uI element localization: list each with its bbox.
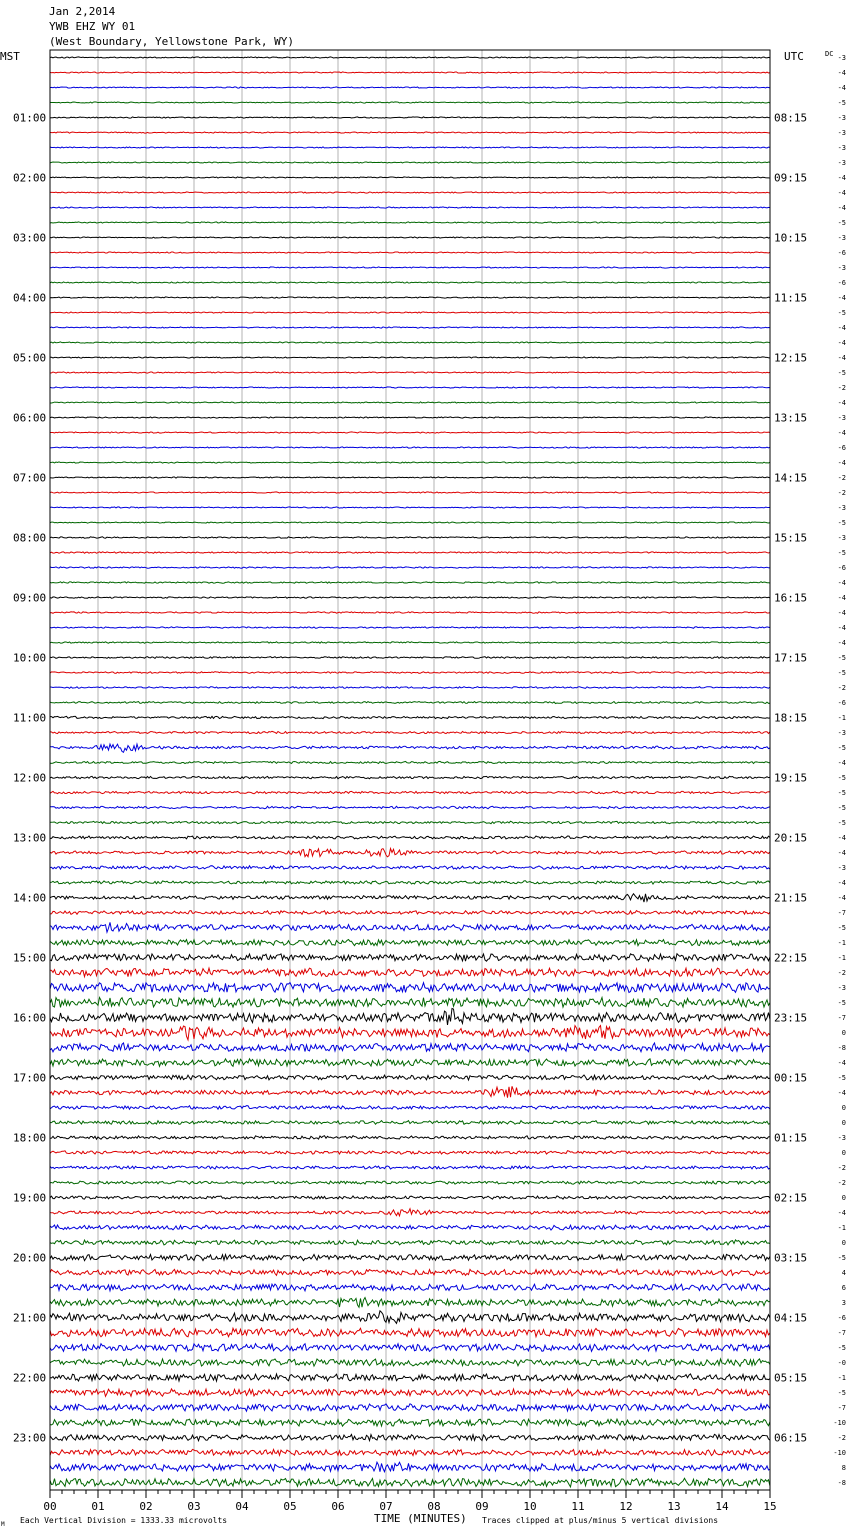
- mst-label-01:00: 01:00: [13, 111, 47, 125]
- utc-label-22:15: 22:15: [774, 951, 808, 965]
- mst-label-23:00: 23:00: [13, 1431, 47, 1445]
- trace-row-37: [50, 612, 770, 613]
- trace-row-27: [50, 462, 770, 463]
- x-tick-label-04: 04: [235, 1500, 249, 1513]
- trace-row-77: [50, 1209, 770, 1216]
- trace-row-31: [50, 522, 770, 523]
- dc-label: DC: [825, 50, 834, 58]
- trace-row-91: [50, 1419, 770, 1426]
- trace-row-10: [50, 207, 770, 208]
- dc-offset-row-9: -4: [837, 189, 846, 197]
- mst-label-16:00: 16:00: [13, 1011, 47, 1025]
- x-axis-title: TIME (MINUTES): [374, 1512, 467, 1525]
- scale-note: Each Vertical Division = 1333.33 microvolts: [20, 1516, 228, 1525]
- trace-row-59: [50, 940, 770, 946]
- mst-label-22:00: 22:00: [13, 1371, 47, 1385]
- trace-row-48: [50, 776, 770, 778]
- mst-label-09:00: 09:00: [13, 591, 47, 605]
- dc-offset-row-73: 0: [841, 1149, 846, 1157]
- trace-row-0: [50, 57, 770, 58]
- dc-offset-labels: [833, 54, 846, 1487]
- trace-row-85: [50, 1328, 770, 1337]
- trace-row-18: [50, 327, 770, 328]
- dc-offset-row-29: -2: [837, 489, 846, 497]
- trace-row-84: [50, 1311, 770, 1324]
- dc-offset-row-79: 0: [841, 1239, 846, 1247]
- dc-offset-row-38: -4: [837, 624, 846, 632]
- trace-row-34: [50, 567, 770, 568]
- dc-offset-row-3: -5: [837, 99, 846, 107]
- right-axis-label: UTC: [784, 50, 804, 63]
- mst-label-10:00: 10:00: [13, 651, 47, 665]
- trace-row-41: [50, 672, 770, 674]
- dc-offset-row-11: -5: [837, 219, 846, 227]
- trace-row-2: [50, 87, 770, 88]
- dc-offset-row-95: -8: [837, 1479, 846, 1487]
- utc-label-17:15: 17:15: [774, 651, 808, 665]
- trace-row-43: [50, 702, 770, 704]
- x-tick-label-03: 03: [187, 1500, 201, 1513]
- utc-label-20:15: 20:15: [774, 831, 808, 845]
- chart-station: YWB EHZ WY 01: [49, 20, 136, 33]
- dc-offset-row-17: -5: [837, 309, 846, 317]
- dc-offset-row-50: -5: [837, 804, 846, 812]
- utc-label-13:15: 13:15: [774, 411, 808, 425]
- dc-offset-row-8: -4: [837, 174, 846, 182]
- trace-row-65: [50, 1026, 770, 1040]
- trace-row-66: [50, 1043, 770, 1052]
- trace-row-72: [50, 1136, 770, 1139]
- trace-row-15: [50, 282, 770, 283]
- mst-label-05:00: 05:00: [13, 351, 47, 365]
- utc-label-14:15: 14:15: [774, 471, 808, 485]
- dc-offset-row-57: -7: [837, 909, 846, 917]
- trace-row-44: [50, 716, 770, 718]
- trace-row-58: [50, 922, 770, 932]
- x-tick-label-15: 15: [763, 1500, 777, 1513]
- trace-row-49: [50, 791, 770, 794]
- trace-row-89: [50, 1389, 770, 1396]
- trace-row-42: [50, 687, 770, 689]
- dc-offset-row-86: -5: [837, 1344, 846, 1352]
- dc-offset-row-74: -2: [837, 1164, 846, 1172]
- mst-label-12:00: 12:00: [13, 771, 47, 785]
- dc-offset-row-64: -7: [837, 1014, 846, 1022]
- dc-offset-row-94: 8: [841, 1464, 846, 1472]
- x-tick-label-13: 13: [667, 1500, 681, 1513]
- trace-row-30: [50, 507, 770, 508]
- mst-label-13:00: 13:00: [13, 831, 47, 845]
- trace-row-93: [50, 1449, 770, 1455]
- trace-row-40: [50, 657, 770, 659]
- x-axis: [43, 1490, 776, 1513]
- dc-offset-row-78: -1: [837, 1224, 846, 1232]
- trace-row-53: [50, 849, 770, 857]
- trace-row-83: [50, 1298, 770, 1308]
- trace-row-28: [50, 477, 770, 478]
- dc-offset-row-42: -2: [837, 684, 846, 692]
- trace-row-73: [50, 1151, 770, 1154]
- utc-label-04:15: 04:15: [774, 1311, 808, 1325]
- chart-location: (West Boundary, Yellowstone Park, WY): [49, 35, 295, 48]
- dc-offset-row-61: -2: [837, 969, 846, 977]
- trace-row-70: [50, 1106, 770, 1110]
- trace-row-9: [50, 192, 770, 193]
- dc-offset-row-68: -5: [837, 1074, 846, 1082]
- trace-row-12: [50, 237, 770, 238]
- trace-row-74: [50, 1166, 770, 1169]
- dc-offset-row-69: -4: [837, 1089, 846, 1097]
- dc-offset-row-32: -3: [837, 534, 846, 542]
- trace-row-46: [50, 744, 770, 752]
- dc-offset-row-84: -6: [837, 1314, 846, 1322]
- dc-offset-row-26: -6: [837, 444, 846, 452]
- dc-offset-row-43: -6: [837, 699, 846, 707]
- dc-offset-row-1: -4: [837, 69, 846, 77]
- trace-row-24: [50, 417, 770, 418]
- trace-row-26: [50, 447, 770, 448]
- trace-row-80: [50, 1254, 770, 1260]
- trace-row-82: [50, 1284, 770, 1291]
- chart-date: Jan 2,2014: [49, 5, 116, 18]
- dc-offset-row-82: 6: [841, 1284, 846, 1292]
- dc-offset-row-47: -4: [837, 759, 846, 767]
- utc-label-18:15: 18:15: [774, 711, 808, 725]
- trace-row-67: [50, 1059, 770, 1066]
- dc-offset-row-31: -5: [837, 519, 846, 527]
- trace-row-8: [50, 177, 770, 178]
- utc-label-06:15: 06:15: [774, 1431, 808, 1445]
- dc-offset-row-30: -3: [837, 504, 846, 512]
- mst-label-11:00: 11:00: [13, 711, 47, 725]
- trace-row-16: [50, 297, 770, 298]
- utc-label-19:15: 19:15: [774, 771, 808, 785]
- trace-row-95: [50, 1478, 770, 1487]
- utc-label-08:15: 08:15: [774, 111, 808, 125]
- dc-offset-row-2: -4: [837, 84, 846, 92]
- dc-offset-row-71: 0: [841, 1119, 846, 1127]
- x-tick-label-09: 09: [475, 1500, 489, 1513]
- dc-offset-row-66: -8: [837, 1044, 846, 1052]
- dc-offset-row-18: -4: [837, 324, 846, 332]
- dc-offset-row-12: -3: [837, 234, 846, 242]
- dc-offset-row-4: -3: [837, 114, 846, 122]
- mst-label-07:00: 07:00: [13, 471, 47, 485]
- dc-offset-row-41: -5: [837, 669, 846, 677]
- dc-offset-row-52: -4: [837, 834, 846, 842]
- utc-label-23:15: 23:15: [774, 1011, 808, 1025]
- mst-label-19:00: 19:00: [13, 1191, 47, 1205]
- dc-offset-row-25: -4: [837, 429, 846, 437]
- dc-offset-row-48: -5: [837, 774, 846, 782]
- dc-offset-row-0: -3: [837, 54, 846, 62]
- dc-offset-row-45: -3: [837, 729, 846, 737]
- left-axis-label: MST: [0, 50, 20, 63]
- mst-label-18:00: 18:00: [13, 1131, 47, 1145]
- utc-label-15:15: 15:15: [774, 531, 808, 545]
- trace-row-62: [50, 983, 770, 993]
- utc-label-02:15: 02:15: [774, 1191, 808, 1205]
- x-tick-label-00: 00: [43, 1500, 57, 1513]
- dc-offset-row-35: -4: [837, 579, 846, 587]
- dc-offset-row-93: -10: [833, 1449, 846, 1457]
- mst-label-20:00: 20:00: [13, 1251, 47, 1265]
- utc-label-12:15: 12:15: [774, 351, 808, 365]
- dc-offset-row-40: -5: [837, 654, 846, 662]
- mst-label-06:00: 06:00: [13, 411, 47, 425]
- dc-offset-row-15: -6: [837, 279, 846, 287]
- trace-row-5: [50, 132, 770, 133]
- dc-offset-row-76: 0: [841, 1194, 846, 1202]
- trace-row-3: [50, 102, 770, 103]
- trace-row-71: [50, 1121, 770, 1125]
- dc-offset-row-87: -0: [837, 1359, 846, 1367]
- dc-offset-row-72: -3: [837, 1134, 846, 1142]
- dc-offset-row-28: -2: [837, 474, 846, 482]
- dc-offset-row-54: -3: [837, 864, 846, 872]
- x-tick-label-02: 02: [139, 1500, 153, 1513]
- trace-row-29: [50, 492, 770, 493]
- mst-label-03:00: 03:00: [13, 231, 47, 245]
- dc-offset-row-5: -3: [837, 129, 846, 137]
- corner-mark: M: [1, 1521, 5, 1528]
- trace-row-11: [50, 222, 770, 223]
- trace-row-35: [50, 582, 770, 584]
- x-tick-label-08: 08: [427, 1500, 441, 1513]
- dc-offset-row-23: -4: [837, 399, 846, 407]
- trace-row-20: [50, 357, 770, 358]
- trace-row-36: [50, 597, 770, 598]
- trace-row-4: [50, 117, 770, 118]
- trace-row-56: [50, 894, 770, 902]
- mst-label-08:00: 08:00: [13, 531, 47, 545]
- dc-offset-row-44: -1: [837, 714, 846, 722]
- trace-row-21: [50, 372, 770, 373]
- trace-row-50: [50, 806, 770, 808]
- dc-offset-row-59: -1: [837, 939, 846, 947]
- dc-offset-row-16: -4: [837, 294, 846, 302]
- dc-offset-row-75: -2: [837, 1179, 846, 1187]
- trace-row-68: [50, 1075, 770, 1080]
- dc-offset-row-34: -6: [837, 564, 846, 572]
- dc-offset-row-58: -5: [837, 924, 846, 932]
- trace-row-19: [50, 342, 770, 343]
- trace-row-22: [50, 387, 770, 388]
- trace-row-55: [50, 881, 770, 884]
- mst-label-04:00: 04:00: [13, 291, 47, 305]
- utc-label-09:15: 09:15: [774, 171, 808, 185]
- dc-offset-row-19: -4: [837, 339, 846, 347]
- dc-offset-row-56: -4: [837, 894, 846, 902]
- dc-offset-row-89: -5: [837, 1389, 846, 1397]
- trace-row-75: [50, 1181, 770, 1184]
- dc-offset-row-7: -3: [837, 159, 846, 167]
- trace-row-87: [50, 1359, 770, 1366]
- dc-offset-row-67: -4: [837, 1059, 846, 1067]
- mst-hour-labels: [13, 112, 46, 1445]
- dc-offset-row-39: -4: [837, 639, 846, 647]
- dc-offset-row-83: 3: [841, 1299, 846, 1307]
- dc-offset-row-33: -5: [837, 549, 846, 557]
- trace-row-69: [50, 1086, 770, 1097]
- dc-offset-row-81: 4: [841, 1269, 846, 1277]
- dc-offset-row-36: -4: [837, 594, 846, 602]
- dc-offset-row-90: -7: [837, 1404, 846, 1412]
- dc-offset-row-22: -2: [837, 384, 846, 392]
- utc-label-00:15: 00:15: [774, 1071, 808, 1085]
- trace-row-45: [50, 731, 770, 733]
- dc-offset-row-51: -5: [837, 819, 846, 827]
- trace-row-63: [50, 997, 770, 1007]
- x-tick-label-07: 07: [379, 1500, 393, 1513]
- dc-offset-row-92: -2: [837, 1434, 846, 1442]
- x-tick-label-14: 14: [715, 1500, 729, 1513]
- dc-offset-row-53: -4: [837, 849, 846, 857]
- trace-row-88: [50, 1374, 770, 1381]
- mst-label-02:00: 02:00: [13, 171, 47, 185]
- dc-offset-row-60: -1: [837, 954, 846, 962]
- trace-row-14: [50, 267, 770, 268]
- dc-offset-row-62: -3: [837, 984, 846, 992]
- trace-row-76: [50, 1196, 770, 1199]
- seismic-traces: [50, 57, 770, 1487]
- utc-label-11:15: 11:15: [774, 291, 808, 305]
- trace-row-51: [50, 821, 770, 823]
- trace-row-78: [50, 1225, 770, 1230]
- dc-offset-row-6: -3: [837, 144, 846, 152]
- x-tick-label-05: 05: [283, 1500, 297, 1513]
- trace-row-23: [50, 402, 770, 403]
- dc-offset-row-13: -6: [837, 249, 846, 257]
- x-tick-label-10: 10: [523, 1500, 537, 1513]
- utc-label-05:15: 05:15: [774, 1371, 808, 1385]
- trace-row-54: [50, 866, 770, 870]
- trace-row-57: [50, 911, 770, 915]
- trace-row-90: [50, 1404, 770, 1411]
- dc-offset-row-85: -7: [837, 1329, 846, 1337]
- trace-row-39: [50, 642, 770, 643]
- utc-hour-labels: [774, 112, 807, 1445]
- mst-label-17:00: 17:00: [13, 1071, 47, 1085]
- clip-note: Traces clipped at plus/minus 5 vertical divisions: [482, 1516, 719, 1525]
- trace-row-64: [50, 1008, 770, 1025]
- dc-offset-row-20: -4: [837, 354, 846, 362]
- trace-row-86: [50, 1344, 770, 1352]
- dc-offset-row-88: -1: [837, 1374, 846, 1382]
- trace-row-7: [50, 162, 770, 163]
- trace-row-94: [50, 1462, 770, 1472]
- dc-offset-row-63: -5: [837, 999, 846, 1007]
- dc-offset-row-24: -3: [837, 414, 846, 422]
- dc-offset-row-21: -5: [837, 369, 846, 377]
- trace-row-25: [50, 432, 770, 433]
- dc-offset-row-14: -3: [837, 264, 846, 272]
- dc-offset-row-80: -5: [837, 1254, 846, 1262]
- mst-label-14:00: 14:00: [13, 891, 47, 905]
- x-tick-label-01: 01: [91, 1500, 105, 1513]
- dc-offset-row-46: -5: [837, 744, 846, 752]
- trace-row-47: [50, 761, 770, 763]
- dc-offset-row-91: -10: [833, 1419, 846, 1427]
- trace-row-1: [50, 72, 770, 73]
- x-tick-label-12: 12: [619, 1500, 633, 1513]
- dc-offset-row-27: -4: [837, 459, 846, 467]
- utc-label-01:15: 01:15: [774, 1131, 808, 1145]
- dc-offset-row-49: -5: [837, 789, 846, 797]
- utc-label-03:15: 03:15: [774, 1251, 808, 1265]
- mst-label-21:00: 21:00: [13, 1311, 47, 1325]
- dc-offset-row-77: -4: [837, 1209, 846, 1217]
- dc-offset-row-70: 0: [841, 1104, 846, 1112]
- trace-row-60: [50, 954, 770, 961]
- utc-label-10:15: 10:15: [774, 231, 808, 245]
- mst-label-15:00: 15:00: [13, 951, 47, 965]
- trace-row-38: [50, 627, 770, 628]
- trace-row-79: [50, 1240, 770, 1245]
- utc-label-16:15: 16:15: [774, 591, 808, 605]
- trace-row-33: [50, 552, 770, 554]
- x-tick-label-11: 11: [571, 1500, 585, 1513]
- trace-row-32: [50, 537, 770, 538]
- dc-offset-row-55: -4: [837, 879, 846, 887]
- dc-offset-row-10: -4: [837, 204, 846, 212]
- trace-row-6: [50, 147, 770, 148]
- x-tick-label-06: 06: [331, 1500, 345, 1513]
- dc-offset-row-65: 0: [841, 1029, 846, 1037]
- trace-row-52: [50, 836, 770, 839]
- trace-row-92: [50, 1434, 770, 1440]
- trace-row-81: [50, 1269, 770, 1275]
- utc-label-21:15: 21:15: [774, 891, 808, 905]
- trace-row-17: [50, 312, 770, 313]
- dc-offset-row-37: -4: [837, 609, 846, 617]
- trace-row-61: [50, 968, 770, 977]
- trace-row-13: [50, 252, 770, 253]
